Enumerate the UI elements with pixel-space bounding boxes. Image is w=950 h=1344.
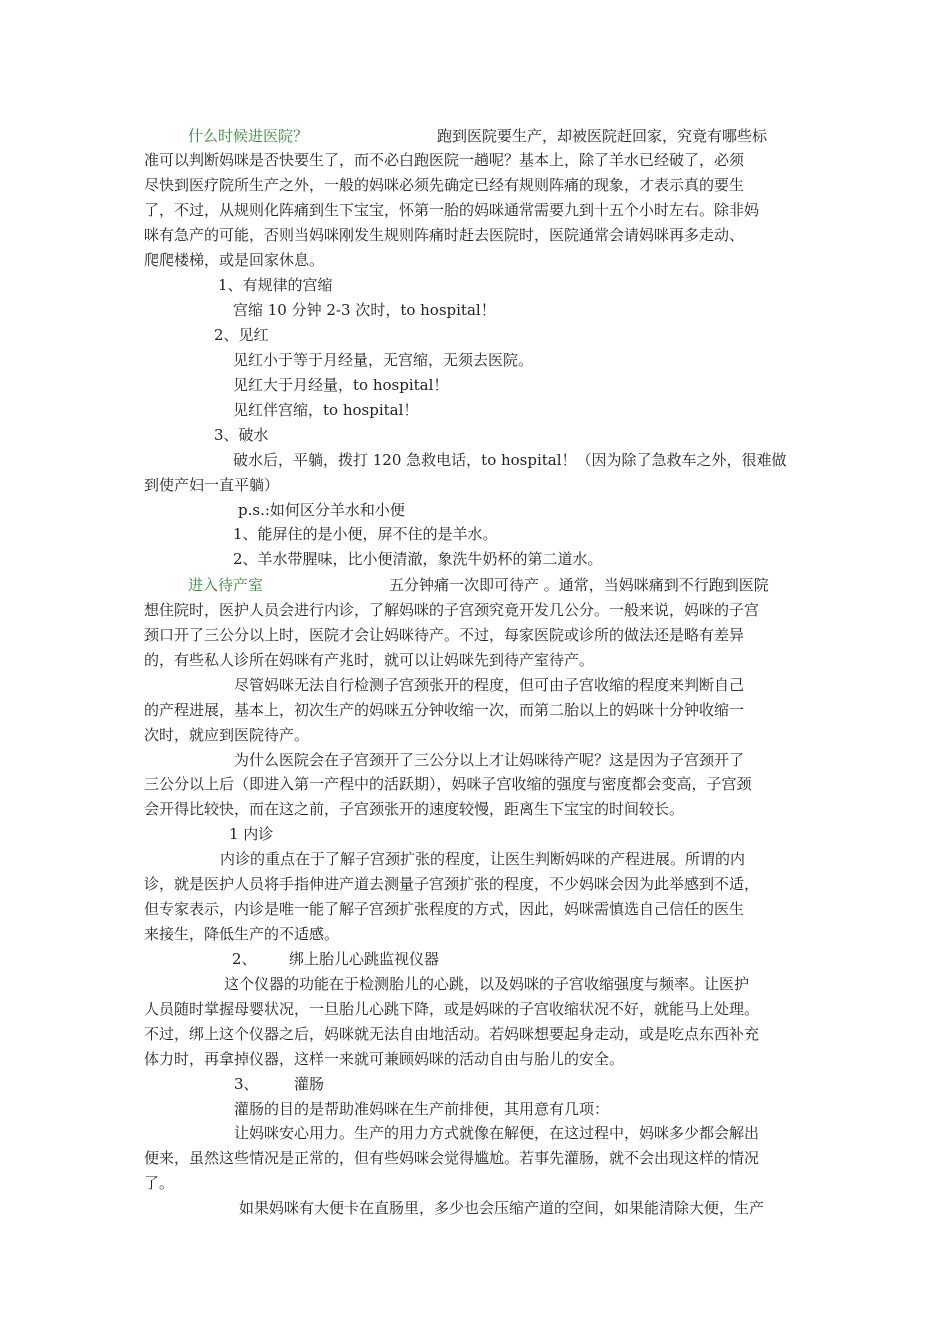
subsection-number: 2、 [232,950,257,968]
list-item-detail: 到使产妇一直平躺） [144,476,280,494]
subsection-title: 1 内诊 [229,825,274,843]
paragraph-line: 内诊的重点在于了解子宫颈扩张的程度，让医生判断妈咪的产程进展。所谓的内 [220,850,746,868]
paragraph-line: 让妈咪安心用力。生产的用力方式就像在解便，在这过程中，妈咪多少都会解出 [234,1124,760,1142]
subsection-title: 绑上胎儿心跳监视仪器 [289,950,440,968]
list-item-title: 3、破水 [214,426,269,444]
paragraph-line: 三公分以上后（即进入第一产程中的活跃期），妈咪子宫收缩的强度与密度都会变高，子宫颈 [144,775,752,793]
paragraph-line: 不过，绑上这个仪器之后，妈咪就无法自由地活动。若妈咪想要起身走动，或是吃点东西补充 [144,1025,760,1043]
paragraph-line: 诊，就是医护人员将手指伸进产道去测量子宫颈扩张的程度，不少妈咪会因为此举感到不适， [144,875,760,893]
paragraph-line: 但专家表示，内诊是唯一能了解子宫颈扩张程度的方式，因此，妈咪需慎选自己信任的医生 [144,900,745,918]
paragraph-line: 跑到医院要生产，却被医院赶回家，究竟有哪些标 [437,127,768,145]
list-item-detail: 见红小于等于月经量，无宫缩，无须去医院。 [233,351,534,369]
ps-item: 1、能屏住的是小便，屏不住的是羊水。 [233,525,498,543]
ps-title: p.s.:如何区分羊水和小便 [238,501,405,519]
paragraph-line: 颈口开了三公分以上时，医院才会让妈咪待产。不过，每家医院或诊所的做法还是略有差异 [144,626,745,644]
paragraph-line: 尽快到医疗院所生产之外，一般的妈咪必须先确定已经有规则阵痛的现象，才表示真的要生 [144,176,745,194]
list-item-title: 2、见红 [214,326,269,344]
paragraph-line: 了。 [144,1174,175,1192]
paragraph-line: 了，不过，从规则化阵痛到生下宝宝，怀第一胎的妈咪通常需要九到十五个小时左右。除非妈 [144,201,760,219]
list-item-detail: 见红伴宫缩，to hospital！ [233,401,419,419]
paragraph-line: 尽管妈咪无法自行检测子宫颈张开的程度，但可由子宫收缩的程度来判断自己 [234,676,745,694]
subsection-title: 灌肠 [294,1075,325,1093]
list-item-detail: 见红大于月经量，to hospital！ [233,376,449,394]
list-item-detail: 宫缩 10 分钟 2-3 次时，to hospital！ [233,301,496,319]
subsection-number: 3、 [234,1075,259,1093]
list-item-title: 1、有规律的宫缩 [218,276,333,294]
paragraph-line: 灌肠的目的是帮助准妈咪在生产前排便，其用意有几项： [234,1100,610,1118]
paragraph-line: 这个仪器的功能在于检测胎儿的心跳，以及妈咪的子宫收缩强度与频率。让医护 [224,975,750,993]
paragraph-line: 五分钟痛一次即可待产 。通常，当妈咪痛到不行跑到医院 [389,576,769,594]
paragraph-line: 体力时，再拿掉仪器，这样一来就可兼顾妈咪的活动自由与胎儿的安全。 [144,1050,625,1068]
paragraph-line: 爬爬楼梯，或是回家休息。 [144,251,325,269]
paragraph-line: 会开得比较快，而在这之前，子宫颈张开的速度较慢，距离生下宝宝的时间较长。 [144,800,685,818]
paragraph-line: 的，有些私人诊所在妈咪有产兆时，就可以让妈咪先到待产室待产。 [144,651,595,669]
paragraph-line: 次时，就应到医院待产。 [144,726,310,744]
paragraph-line: 想住院时，医护人员会进行内诊，了解妈咪的子宫颈究竟开发几公分。一般来说，妈咪的子宫 [144,601,760,619]
paragraph-line: 的产程进展，基本上，初次生产的妈咪五分钟收缩一次，而第二胎以上的妈咪十分钟收缩一 [144,701,745,719]
paragraph-line: 来接生，降低生产的不适感。 [144,925,340,943]
section-heading-labor-room: 进入待产室 [188,576,264,594]
paragraph-line: 如果妈咪有大便卡在直肠里，多少也会压缩产道的空间，如果能清除大便，生产 [239,1199,765,1217]
paragraph-line: 为什么医院会在子宫颈开了三公分以上才让妈咪待产呢？这是因为子宫颈开了 [234,751,745,769]
paragraph-line: 咪有急产的可能，否则当妈咪刚发生规则阵痛时赶去医院时，医院通常会请妈咪再多走动、 [144,226,745,244]
section-heading-when-to-go: 什么时候进医院？ [188,127,309,145]
paragraph-line: 准可以判断妈咪是否快要生了，而不必白跑医院一趟呢？基本上，除了羊水已经破了，必须 [144,151,745,169]
list-item-detail: 破水后，平躺，拨打 120 急救电话，to hospital！（因为除了急救车之外，很难做 [233,451,787,469]
paragraph-line: 便来，虽然这些情况是正常的，但有些妈咪会觉得尴尬。若事先灌肠，就不会出现这样的情况 [144,1149,760,1167]
paragraph-line: 人员随时掌握母婴状况，一旦胎儿心跳下降，或是妈咪的子宫收缩状况不好，就能马上处理。 [144,1000,760,1018]
ps-item: 2、羊水带腥味，比小便清澈，象洗牛奶杯的第二道水。 [233,550,603,568]
